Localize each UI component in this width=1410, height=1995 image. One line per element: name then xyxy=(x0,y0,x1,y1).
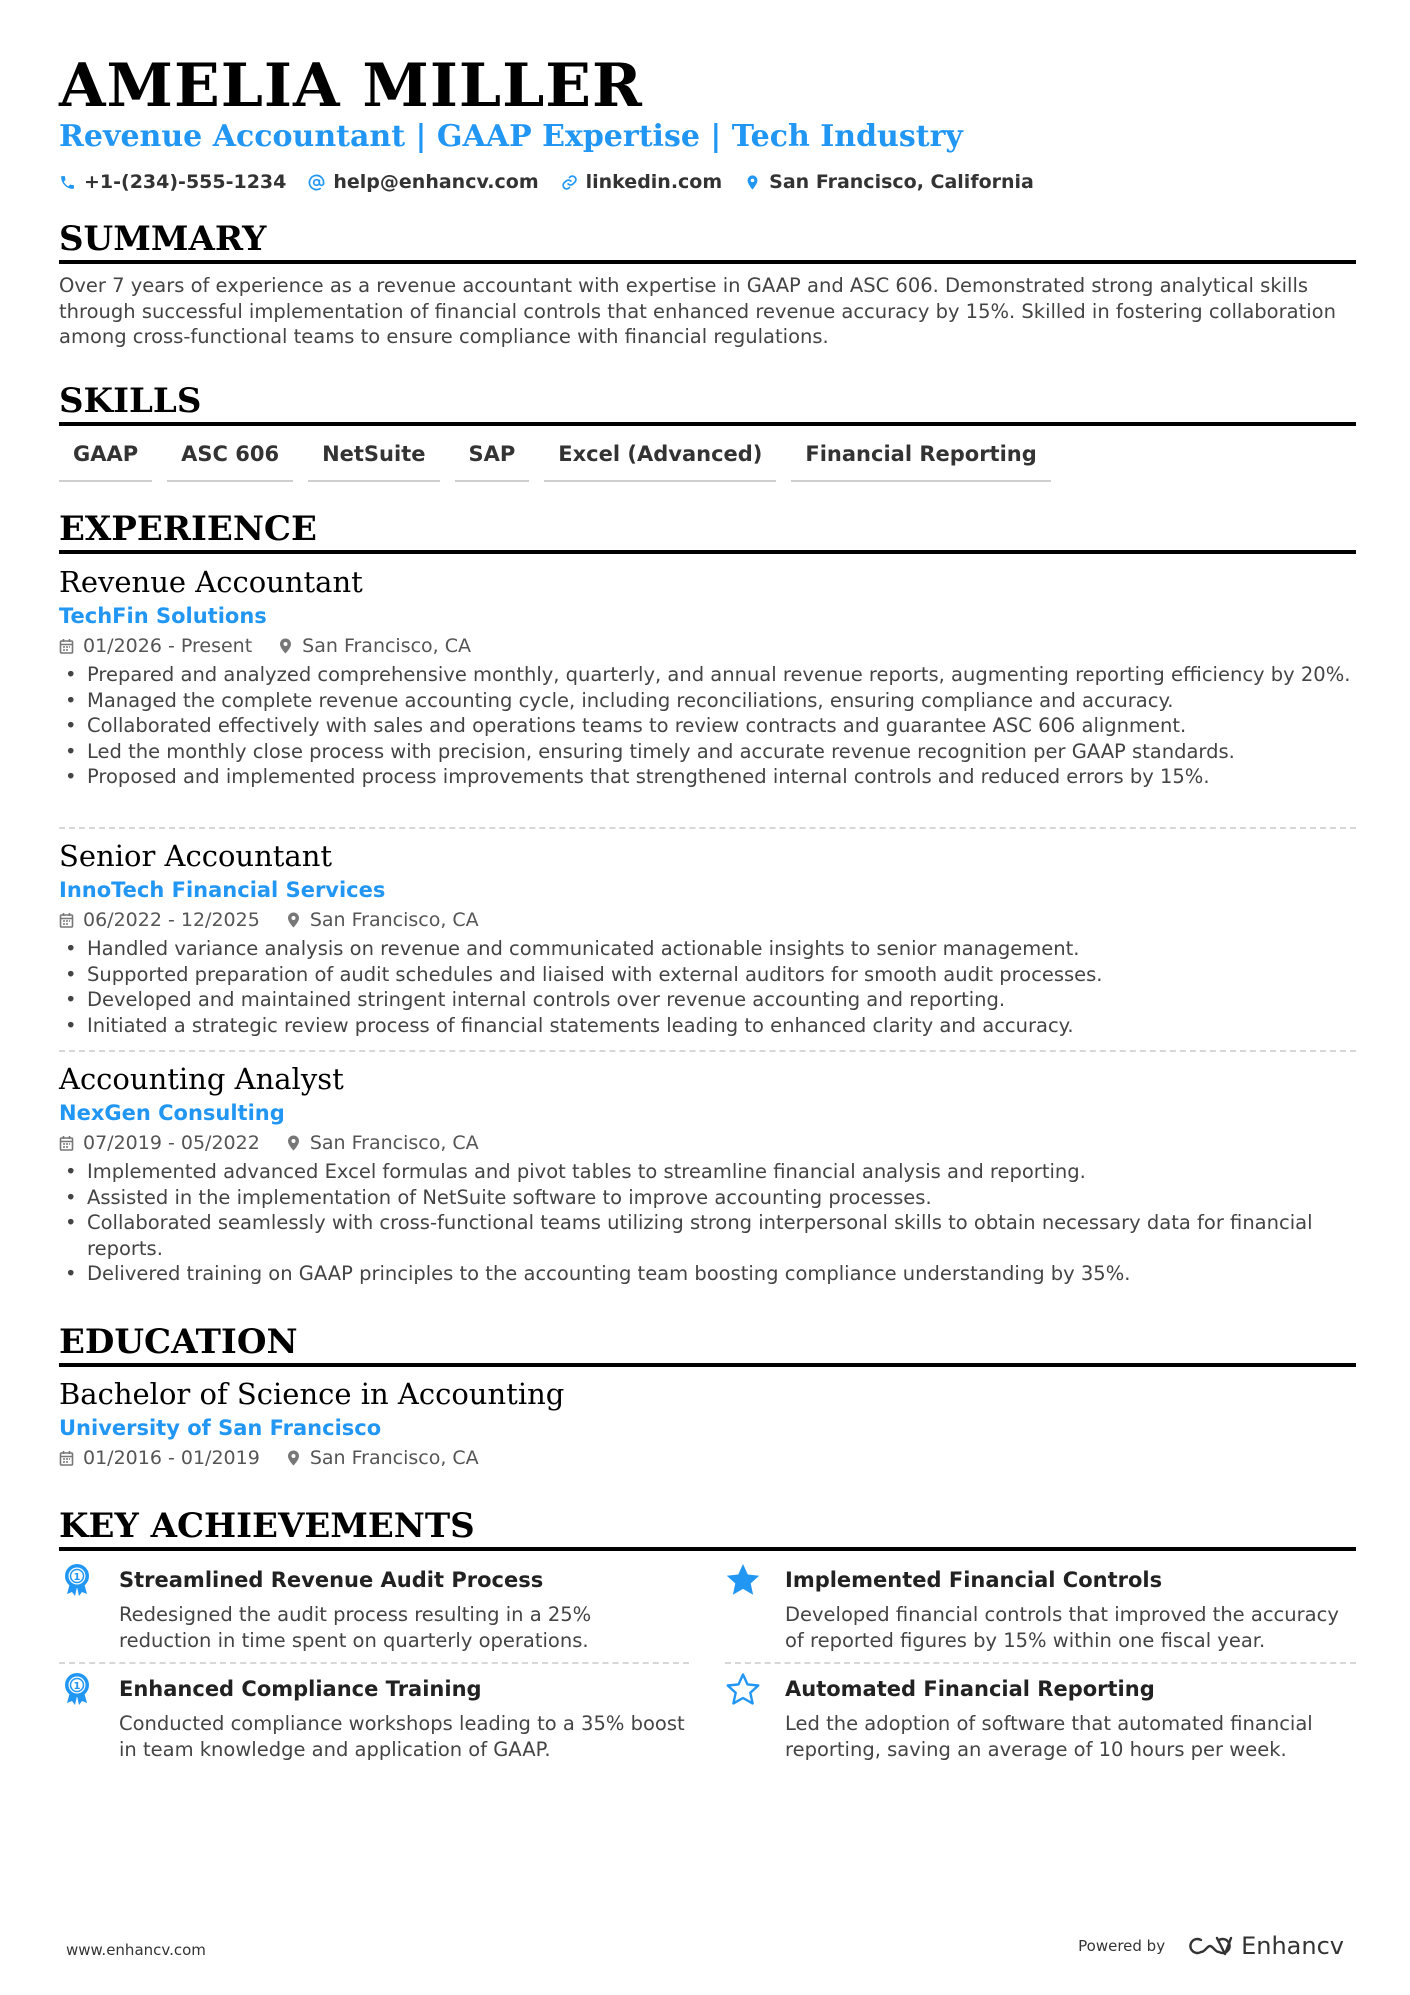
education-heading: EDUCATION xyxy=(59,1321,1356,1367)
job-entry xyxy=(59,838,1356,1038)
achievement-desc: Redesigned the audit process resulting in a 25% reduction in time spent on quarterly operations. xyxy=(119,1603,592,1652)
headline: Revenue Accountant | GAAP Expertise | Tech Industry xyxy=(59,119,963,154)
footer-branding xyxy=(1078,1932,1344,1960)
job-location: San Francisco, CA xyxy=(278,632,471,660)
achievement-title: Implemented Financial Controls xyxy=(785,1568,1163,1592)
achievement-title: Streamlined Revenue Audit Process xyxy=(119,1568,544,1592)
job-bullets xyxy=(59,936,1356,1038)
job-entry xyxy=(59,564,1356,790)
list-item: • Developed and maintained stringent internal controls over revenue accounting and reporting. xyxy=(87,987,1356,1013)
contact-location xyxy=(744,168,1034,196)
list-item: • Implemented advanced Excel formulas and pivot tables to streamline financial analysis and reporting. xyxy=(87,1159,1356,1185)
company-name: NexGen Consulting xyxy=(59,1101,285,1125)
footer-website[interactable]: www.enhancv.com xyxy=(66,1941,206,1959)
job-bullets xyxy=(59,662,1356,790)
job-meta xyxy=(59,906,1356,934)
company-name: TechFin Solutions xyxy=(59,604,267,628)
skill-tag: Financial Reporting xyxy=(791,438,1050,482)
education-entry xyxy=(59,1376,1356,1472)
powered-by-label: Powered by xyxy=(1078,1937,1166,1955)
list-item: • Collaborated effectively with sales and operations teams to review contracts and guarantee ASC 606 alignment. xyxy=(87,713,1356,739)
job-title: Senior Accountant xyxy=(59,839,333,873)
degree-title: Bachelor of Science in Accounting xyxy=(59,1377,565,1411)
job-location: San Francisco, CA xyxy=(286,1129,479,1157)
achievement-title: Automated Financial Reporting xyxy=(785,1677,1155,1701)
achievement-desc: Conducted compliance workshops leading to a 35% boost in team knowledge and application of GAAP. xyxy=(119,1712,685,1761)
location-pin-icon xyxy=(278,638,293,654)
achievement-title: Enhanced Compliance Training xyxy=(119,1677,482,1701)
skill-tag: Excel (Advanced) xyxy=(544,438,776,482)
job-dates: 01/2026 - Present xyxy=(59,632,252,660)
list-item: • Assisted in the implementation of NetSuite software to improve accounting processes. xyxy=(87,1185,1356,1211)
star-filled-icon xyxy=(725,1562,761,1598)
contact-linkedin[interactable] xyxy=(561,168,723,196)
summary-text: Over 7 years of experience as a revenue accountant with expertise in GAAP and ASC 606. Demonstrated strong analytical skills through successful implementation of financial controls that enhanced revenue accuracy by 15%. Skilled in fostering collaboration among cross-functional teams to ensure compliance with financial regulations. xyxy=(59,274,1336,348)
skills-list xyxy=(59,438,1051,482)
location-pin-icon xyxy=(744,174,761,191)
school-name: University of San Francisco xyxy=(59,1416,382,1440)
achievement-item xyxy=(725,1670,1351,1762)
experience-heading: EXPERIENCE xyxy=(59,508,1356,554)
calendar-icon xyxy=(59,638,74,654)
svg-text:1: 1 xyxy=(73,1681,81,1692)
list-item: • Led the monthly close process with precision, ensuring timely and accurate revenue recognition per GAAP standards. xyxy=(87,739,1356,765)
achievement-desc: Led the adoption of software that automated financial reporting, saving an average of 10 hours per week. xyxy=(785,1712,1313,1761)
list-item: • Managed the complete revenue accounting cycle, including reconciliations, ensuring compliance and accuracy. xyxy=(87,688,1356,714)
enhancv-logo-icon xyxy=(1187,1934,1233,1958)
list-item: • Prepared and analyzed comprehensive monthly, quarterly, and annual revenue reports, augmenting reporting efficiency by 20%. xyxy=(87,662,1356,688)
skill-tag: NetSuite xyxy=(308,438,439,482)
award-ribbon-icon xyxy=(59,1671,95,1707)
job-bullets xyxy=(59,1159,1356,1287)
job-location: San Francisco, CA xyxy=(286,906,479,934)
job-title: Revenue Accountant xyxy=(59,565,363,599)
achievement-desc: Developed financial controls that improved the accuracy of reported figures by 15% within one fiscal year. xyxy=(785,1603,1339,1652)
location-pin-icon xyxy=(286,1450,301,1466)
enhancv-brand-text: Enhancv xyxy=(1241,1932,1344,1960)
contact-phone[interactable] xyxy=(59,168,286,196)
contact-bar xyxy=(59,168,1034,196)
location-pin-icon xyxy=(286,912,301,928)
summary-heading: SUMMARY xyxy=(59,218,1356,264)
job-dates: 06/2022 - 12/2025 xyxy=(59,906,260,934)
skill-tag: ASC 606 xyxy=(167,438,293,482)
candidate-name: AMELIA MILLER xyxy=(59,51,643,121)
entry-divider xyxy=(725,1662,1356,1664)
at-icon xyxy=(308,174,325,191)
enhancv-logo[interactable] xyxy=(1187,1932,1344,1960)
email-text: help@enhancv.com xyxy=(333,171,539,193)
calendar-icon xyxy=(59,912,74,928)
job-entry xyxy=(59,1061,1356,1287)
calendar-icon xyxy=(59,1450,74,1466)
location-text: San Francisco, California xyxy=(769,171,1034,193)
calendar-icon xyxy=(59,1135,74,1151)
job-meta xyxy=(59,632,1356,660)
education-meta xyxy=(59,1444,1356,1472)
job-title: Accounting Analyst xyxy=(59,1062,344,1096)
linkedin-text: linkedin.com xyxy=(585,171,723,193)
achievements-heading: KEY ACHIEVEMENTS xyxy=(59,1505,1356,1551)
job-dates: 07/2019 - 05/2022 xyxy=(59,1129,260,1157)
skill-tag: GAAP xyxy=(59,438,152,482)
list-item: • Handled variance analysis on revenue and communicated actionable insights to senior management. xyxy=(87,936,1356,962)
contact-email[interactable] xyxy=(308,168,538,196)
company-name: InnoTech Financial Services xyxy=(59,878,386,902)
achievement-item xyxy=(59,1561,685,1653)
entry-divider xyxy=(59,827,1356,829)
link-icon xyxy=(561,174,578,191)
education-location: San Francisco, CA xyxy=(286,1444,479,1472)
entry-divider xyxy=(59,1662,689,1664)
skill-tag: SAP xyxy=(455,438,530,482)
list-item: • Supported preparation of audit schedules and liaised with external auditors for smooth audit processes. xyxy=(87,962,1356,988)
svg-text:1: 1 xyxy=(73,1572,81,1583)
skills-heading: SKILLS xyxy=(59,380,1356,426)
list-item: • Delivered training on GAAP principles to the accounting team boosting compliance understanding by 35%. xyxy=(87,1261,1356,1287)
achievement-item xyxy=(725,1561,1351,1653)
list-item: • Collaborated seamlessly with cross-functional teams utilizing strong interpersonal skills to obtain necessary data for financial reports. xyxy=(87,1210,1356,1261)
list-item: • Proposed and implemented process improvements that strengthened internal controls and reduced errors by 15%. xyxy=(87,764,1356,790)
list-item: • Initiated a strategic review process of financial statements leading to enhanced clarity and accuracy. xyxy=(87,1013,1356,1039)
location-pin-icon xyxy=(286,1135,301,1151)
phone-text: +1-(234)-555-1234 xyxy=(84,171,287,193)
phone-icon xyxy=(59,174,76,191)
achievement-item xyxy=(59,1670,685,1762)
job-meta xyxy=(59,1129,1356,1157)
education-dates: 01/2016 - 01/2019 xyxy=(59,1444,260,1472)
star-outline-icon xyxy=(725,1671,761,1707)
entry-divider xyxy=(59,1050,1356,1052)
award-ribbon-icon xyxy=(59,1562,95,1598)
